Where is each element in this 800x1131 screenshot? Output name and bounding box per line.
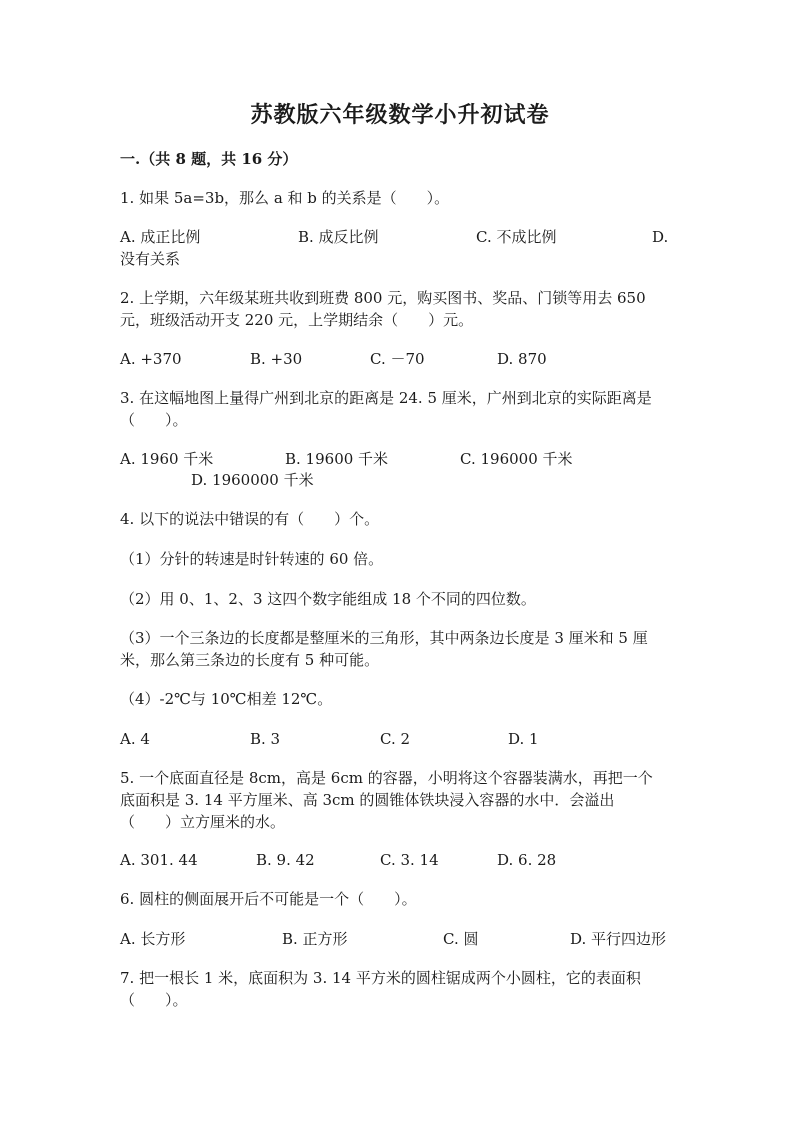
question-1-option-d: D. (652, 228, 669, 246)
question-2-option-b: B. +30 (250, 350, 303, 368)
question-6-stem: 6. 圆柱的侧面展开后不可能是一个（ ）。 (120, 890, 417, 908)
question-5-option-a: A. 301. 44 (120, 851, 198, 869)
question-3-option-a: A. 1960 千米 (120, 450, 214, 468)
question-3-option-c: C. 196000 千米 (460, 450, 573, 468)
question-7-stem-line-1: 7. 把一根长 1 米，底面积为 3. 14 平方米的圆柱锯成两个小圆柱，它的表面积 (120, 969, 641, 987)
question-1-option-a: A. 成正比例 (120, 228, 201, 246)
question-2-option-c: C. －70 (370, 350, 425, 368)
question-4-stem: 4. 以下的说法中错误的有（ ）个。 (120, 510, 380, 528)
question-4-statement-2: （2）用 0、1、2、3 这四个数字能组成 18 个不同的四位数。 (120, 590, 536, 608)
section-heading: 一.（共 8 题，共 16 分） (120, 150, 298, 168)
question-3-stem-line-2: （ ）。 (120, 411, 188, 429)
question-2-stem-line-2: 元，班级活动开支 220 元，上学期结余（ ）元。 (120, 311, 474, 329)
question-4-statement-1: （1）分针的转速是时针转速的 60 倍。 (120, 550, 384, 568)
question-5-option-d: D. 6. 28 (497, 851, 557, 869)
question-4-statement-3-line-2: 米，那么第三条边的长度有 5 种可能。 (120, 651, 380, 669)
question-3-option-b: B. 19600 千米 (285, 450, 389, 468)
question-2-option-d: D. 870 (497, 350, 547, 368)
question-3-stem-line-1: 3. 在这幅地图上量得广州到北京的距离是 24. 5 厘米，广州到北京的实际距离是 (120, 389, 652, 407)
question-4-statement-3-line-1: （3）一个三条边的长度都是整厘米的三角形，其中两条边长度是 3 厘米和 5 厘 (120, 629, 648, 647)
question-4-option-d: D. 1 (508, 730, 539, 748)
question-6-option-a: A. 长方形 (120, 930, 186, 948)
question-5-stem-line-2: 底面积是 3. 14 平方厘米、高 3cm 的圆锥体铁块浸入容器的水中．会溢出 (120, 791, 615, 809)
question-2-stem-line-1: 2. 上学期，六年级某班共收到班费 800 元，购买图书、奖品、门锁等用去 650 (120, 289, 646, 307)
question-4-statement-4: （4）-2℃与 10℃相差 12℃。 (120, 690, 333, 708)
question-1-option-d-text: 没有关系 (120, 250, 181, 268)
question-1-stem: 1. 如果 5a=3b，那么 a 和 b 的关系是（ ）。 (120, 189, 450, 207)
question-5-stem-line-3: （ ）立方厘米的水。 (120, 813, 286, 831)
question-6-option-d: D. 平行四边形 (570, 930, 667, 948)
question-3-option-d: D. 1960000 千米 (191, 471, 314, 489)
question-4-option-b: B. 3 (250, 730, 281, 748)
question-5-stem-line-1: 5. 一个底面直径是 8cm，高是 6cm 的容器，小明将这个容器装满水，再把一个 (120, 769, 653, 787)
question-2-option-a: A. +370 (120, 350, 182, 368)
question-6-option-c: C. 圆 (443, 930, 479, 948)
question-4-option-c: C. 2 (380, 730, 411, 748)
question-1-option-b: B. 成反比例 (298, 228, 379, 246)
question-5-option-c: C. 3. 14 (380, 851, 439, 869)
question-5-option-b: B. 9. 42 (256, 851, 315, 869)
question-1-option-c: C. 不成比例 (476, 228, 557, 246)
question-7-stem-line-2: （ ）。 (120, 991, 188, 1009)
page-title: 苏教版六年级数学小升初试卷 (250, 102, 550, 128)
question-4-option-a: A. 4 (120, 730, 150, 748)
question-6-option-b: B. 正方形 (282, 930, 348, 948)
